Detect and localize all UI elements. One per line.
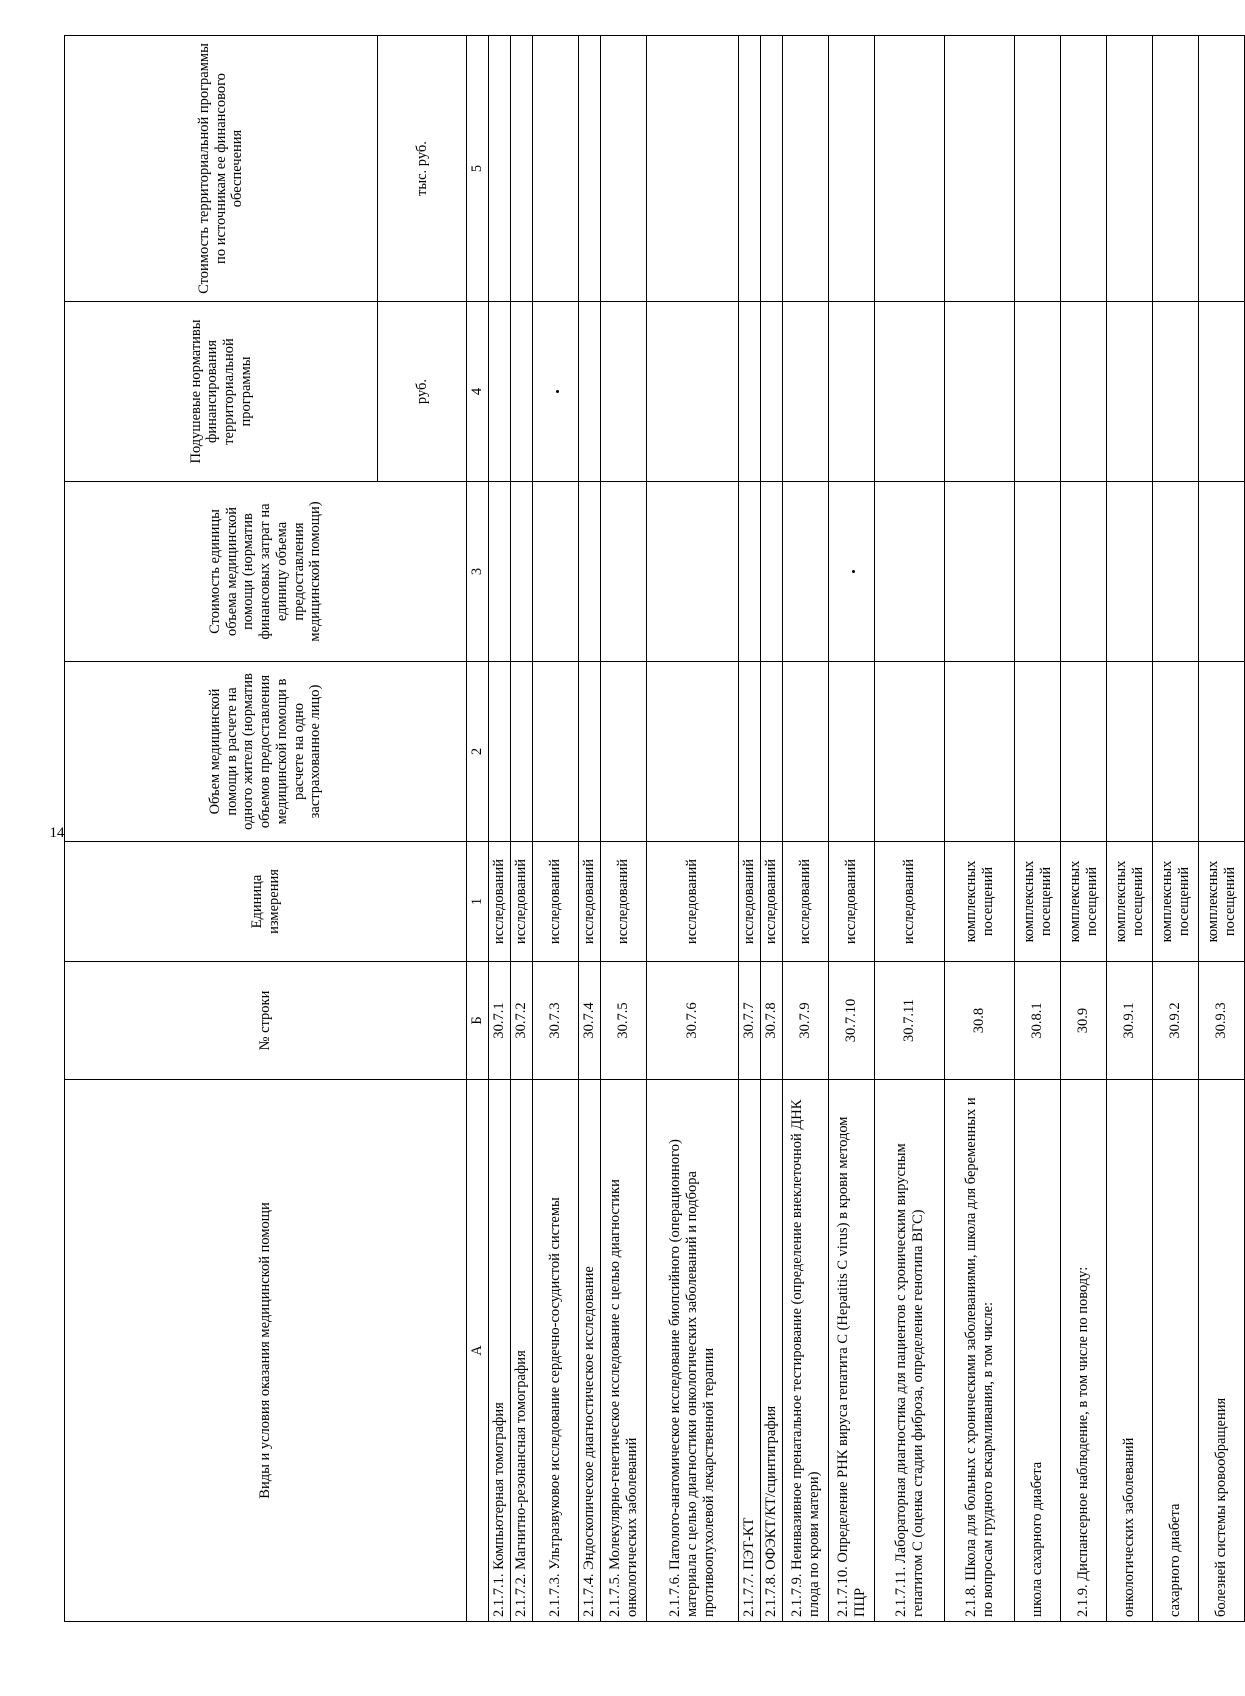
column-number: 2 <box>467 662 489 842</box>
header-col-a: Виды и условия оказания медицинской помощи <box>65 1080 467 1622</box>
header-col-1: Единица измерения <box>65 842 467 962</box>
row-volume <box>945 662 1015 842</box>
row-name: 2.1.8. Школа для больных с хроническими заболеваниями, школа для беременных и по вопросам грудного вскармливания, в том числе: <box>945 1080 1015 1622</box>
row-per-capita <box>945 302 1015 482</box>
row-name: 2.1.7.10. Определение РНК вируса гепатита С (Hepatitis C virus) в крови методом ПЦР <box>829 1080 875 1622</box>
row-unit: исследований <box>739 842 761 962</box>
row-program-cost <box>783 36 829 302</box>
row-name: 2.1.7.11. Лабораторная диагностика для пациентов с хроническим вирусным гепатитом С (оценка стадии фиброза, определение генотипа ВГС) <box>875 1080 945 1622</box>
row-code: 30.7.8 <box>761 962 783 1080</box>
row-per-capita <box>1015 302 1061 482</box>
table-row <box>1107 36 1153 1622</box>
row-code: 30.9.2 <box>1153 962 1199 1080</box>
row-program-cost <box>1153 36 1199 302</box>
row-unit-cost <box>945 482 1015 662</box>
table-row <box>761 36 783 1622</box>
row-name: 2.1.7.3. Ультразвуковое исследование сердечно-сосудистой системы <box>533 1080 579 1622</box>
row-volume <box>1153 662 1199 842</box>
header-row <box>65 36 378 1622</box>
row-volume <box>875 662 945 842</box>
row-program-cost <box>601 36 647 302</box>
header-col-2: Объем медицинской помощи в расчете на одного жителя (норматив объемов предоставления медицинской помощи в расчете на одно застрахованное лицо) <box>65 662 467 842</box>
row-program-cost <box>945 36 1015 302</box>
row-program-cost <box>579 36 601 302</box>
row-volume <box>829 662 875 842</box>
row-name: школа сахарного диабета <box>1015 1080 1061 1622</box>
stray-dot <box>852 570 855 573</box>
row-program-cost <box>533 36 579 302</box>
row-unit-cost <box>1015 482 1061 662</box>
row-per-capita <box>783 302 829 482</box>
table-row <box>875 36 945 1622</box>
row-volume <box>601 662 647 842</box>
row-program-cost <box>647 36 739 302</box>
row-per-capita <box>1061 302 1107 482</box>
row-unit-cost <box>489 482 511 662</box>
row-unit: исследований <box>761 842 783 962</box>
row-unit: исследований <box>875 842 945 962</box>
medical-care-table <box>64 35 1245 1622</box>
row-volume <box>533 662 579 842</box>
row-unit: исследований <box>533 842 579 962</box>
row-unit-cost <box>601 482 647 662</box>
table-row <box>1061 36 1107 1622</box>
row-code: 30.7.1 <box>489 962 511 1080</box>
row-unit: комплексных посещений <box>1153 842 1199 962</box>
row-volume <box>761 662 783 842</box>
row-per-capita <box>1153 302 1199 482</box>
table-row <box>647 36 739 1622</box>
table-row <box>739 36 761 1622</box>
row-code: 30.7.9 <box>783 962 829 1080</box>
row-code: 30.7.6 <box>647 962 739 1080</box>
table-row <box>533 36 579 1622</box>
row-unit-cost <box>1153 482 1199 662</box>
column-number-row <box>467 36 489 1622</box>
header-col-4: Подушевые нормативы финансирования территориальной программы <box>65 302 378 482</box>
row-program-cost <box>1061 36 1107 302</box>
rotated-table-container <box>64 36 1244 1622</box>
row-unit: исследований <box>647 842 739 962</box>
header-col-b: № строки <box>65 962 467 1080</box>
row-unit-cost <box>829 482 875 662</box>
row-volume <box>1107 662 1153 842</box>
row-unit: исследований <box>579 842 601 962</box>
table-row <box>511 36 533 1622</box>
row-unit-cost <box>739 482 761 662</box>
row-name: 2.1.7.2. Магнитно-резонансная томография <box>511 1080 533 1622</box>
row-unit: комплексных посещений <box>1199 842 1245 962</box>
row-program-cost <box>511 36 533 302</box>
row-unit: исследований <box>829 842 875 962</box>
row-unit: исследований <box>511 842 533 962</box>
column-number: 4 <box>467 302 489 482</box>
row-name: онкологических заболеваний <box>1107 1080 1153 1622</box>
row-program-cost <box>1107 36 1153 302</box>
row-volume <box>511 662 533 842</box>
row-unit-cost <box>1199 482 1245 662</box>
row-unit-cost <box>533 482 579 662</box>
column-number: А <box>467 1080 489 1622</box>
row-name: 2.1.7.1. Компьютерная томография <box>489 1080 511 1622</box>
row-name: 2.1.7.7. ПЭТ-КТ <box>739 1080 761 1622</box>
row-name: 2.1.7.9. Неинвазивное пренатальное тестирование (определение внеклеточной ДНК плода по крови матери) <box>783 1080 829 1622</box>
table-row <box>829 36 875 1622</box>
row-program-cost <box>1015 36 1061 302</box>
row-volume <box>739 662 761 842</box>
row-code: 30.8 <box>945 962 1015 1080</box>
row-unit-cost <box>875 482 945 662</box>
row-code: 30.8.1 <box>1015 962 1061 1080</box>
row-code: 30.7.3 <box>533 962 579 1080</box>
row-per-capita <box>1107 302 1153 482</box>
row-unit-cost <box>1107 482 1153 662</box>
row-unit-cost <box>783 482 829 662</box>
row-program-cost <box>761 36 783 302</box>
row-name: 2.1.7.4. Эндоскопическое диагностическое исследование <box>579 1080 601 1622</box>
header-col-5: Стоимость территориальной программы по источникам ее финансового обеспечения <box>65 36 378 302</box>
row-program-cost <box>1199 36 1245 302</box>
table-row <box>489 36 511 1622</box>
row-per-capita <box>739 302 761 482</box>
column-number: 3 <box>467 482 489 662</box>
row-name: 2.1.7.5. Молекулярно-генетическое исследование с целью диагностики онкологических заболеваний <box>601 1080 647 1622</box>
row-per-capita <box>875 302 945 482</box>
row-name: сахарного диабета <box>1153 1080 1199 1622</box>
row-program-cost <box>489 36 511 302</box>
row-code: 30.9.1 <box>1107 962 1153 1080</box>
row-unit: исследований <box>489 842 511 962</box>
row-per-capita <box>829 302 875 482</box>
row-per-capita <box>761 302 783 482</box>
row-volume <box>489 662 511 842</box>
row-code: 30.9.3 <box>1199 962 1245 1080</box>
row-per-capita <box>533 302 579 482</box>
header-col-3: Стоимость единицы объема медицинской помощи (норматив финансовых затрат на единицу объема предоставления медицинской помощи) <box>65 482 467 662</box>
row-unit-cost <box>511 482 533 662</box>
row-unit-cost <box>1061 482 1107 662</box>
stray-dot <box>556 390 559 393</box>
row-code: 30.7.5 <box>601 962 647 1080</box>
table-row <box>783 36 829 1622</box>
column-number: 1 <box>467 842 489 962</box>
row-code: 30.7.10 <box>829 962 875 1080</box>
row-name: болезней системы кровообращения <box>1199 1080 1245 1622</box>
page-number: 14 <box>49 825 65 841</box>
row-program-cost <box>739 36 761 302</box>
row-name: 2.1.7.8. ОФЭКТ/КТ/сцинтиграфия <box>761 1080 783 1622</box>
table-row <box>1015 36 1061 1622</box>
table-row <box>579 36 601 1622</box>
row-unit: комплексных посещений <box>1061 842 1107 962</box>
header-unit-4: руб. <box>378 302 467 482</box>
row-code: 30.7.11 <box>875 962 945 1080</box>
row-code: 30.9 <box>1061 962 1107 1080</box>
column-number: Б <box>467 962 489 1080</box>
row-volume <box>1061 662 1107 842</box>
row-name: 2.1.7.6. Патолого-анатомическое исследование биопсийного (операционного) материала с целью диагностики онкологических заболеваний и подбора противоопухолевой лекарственной терапии <box>647 1080 739 1622</box>
row-unit: исследований <box>783 842 829 962</box>
row-per-capita <box>647 302 739 482</box>
row-program-cost <box>875 36 945 302</box>
row-unit-cost <box>647 482 739 662</box>
column-number: 5 <box>467 36 489 302</box>
row-unit-cost <box>579 482 601 662</box>
row-per-capita <box>511 302 533 482</box>
row-unit: комплексных посещений <box>945 842 1015 962</box>
table-row <box>601 36 647 1622</box>
table-row <box>1153 36 1199 1622</box>
row-unit-cost <box>761 482 783 662</box>
row-volume <box>647 662 739 842</box>
row-volume <box>579 662 601 842</box>
row-name: 2.1.9. Диспансерное наблюдение, в том числе по поводу: <box>1061 1080 1107 1622</box>
table-row <box>1199 36 1245 1622</box>
row-code: 30.7.7 <box>739 962 761 1080</box>
row-volume <box>1015 662 1061 842</box>
row-unit: комплексных посещений <box>1015 842 1061 962</box>
row-program-cost <box>829 36 875 302</box>
row-per-capita <box>1199 302 1245 482</box>
table-row <box>945 36 1015 1622</box>
row-volume <box>783 662 829 842</box>
row-unit: комплексных посещений <box>1107 842 1153 962</box>
row-per-capita <box>579 302 601 482</box>
row-code: 30.7.4 <box>579 962 601 1080</box>
row-volume <box>1199 662 1245 842</box>
row-unit: исследований <box>601 842 647 962</box>
row-per-capita <box>601 302 647 482</box>
row-per-capita <box>489 302 511 482</box>
header-unit-5: тыс. руб. <box>378 36 467 302</box>
row-code: 30.7.2 <box>511 962 533 1080</box>
